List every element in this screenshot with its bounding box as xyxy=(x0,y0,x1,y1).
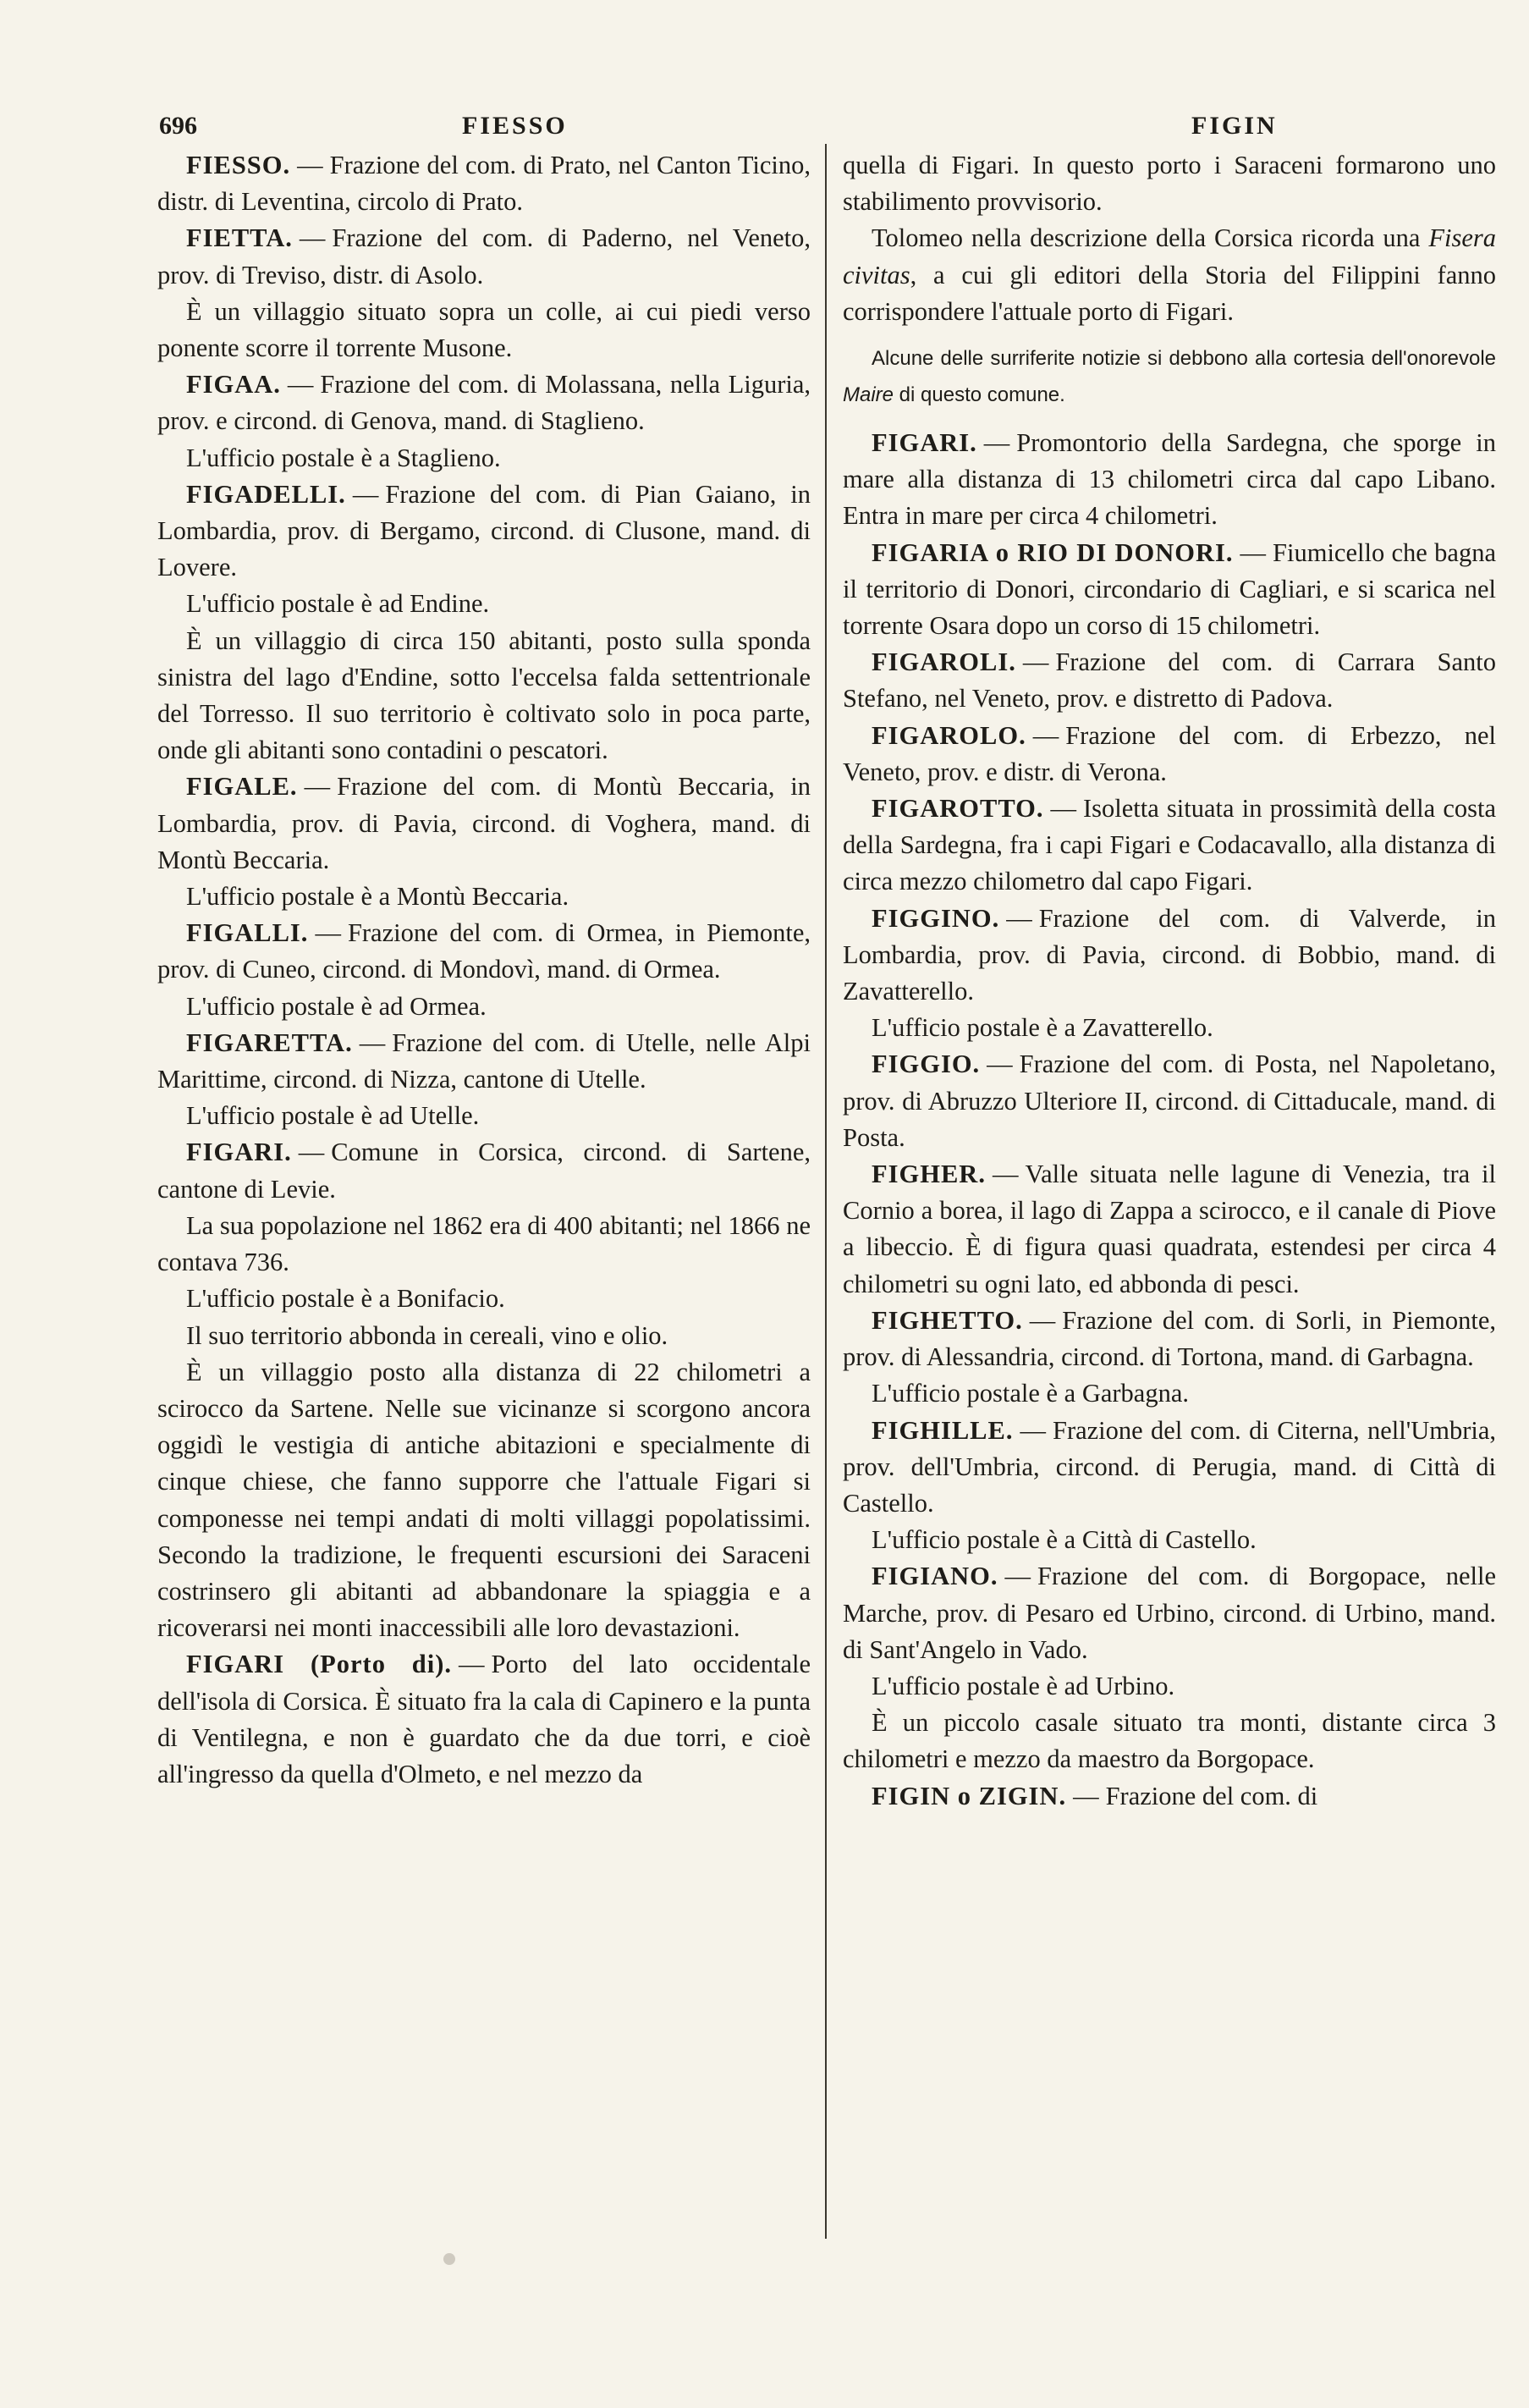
entry-paragraph xyxy=(157,989,811,1025)
dictionary-entry xyxy=(843,1156,1496,1303)
running-header xyxy=(159,112,1478,146)
entry-headword: FIGADELLI. xyxy=(186,479,346,509)
entry-text: Frazione del com. di Valverde, in Lombardia, prov. di Pavia, circond. di Bobbio, mand. di Zavatterello. xyxy=(843,903,1496,1006)
entry-paragraph xyxy=(157,623,811,769)
entry-text: Valle situata nelle lagune di Venezia, tra il Cornio a borea, il lago di Zappa a scirocco, e il canale di Piove a libeccio. È di figura quasi quadrata, estendesi per circa 4 chilometri su ogni lato, ed abbonda di pesci. xyxy=(843,1160,1496,1298)
entry-paragraph xyxy=(157,586,811,622)
entry-text: Fiumicello che bagna il territorio di Donori, circondario di Cagliari, e si scarica nel torrente Osara dopo un corso di 15 chilometri. xyxy=(843,537,1496,641)
entry-text: L'ufficio postale è a Zavatterello. xyxy=(872,1013,1213,1043)
entry-dash: — xyxy=(1073,1781,1099,1810)
entry-headword: FIGAROLI. xyxy=(872,647,1016,677)
entry-headword: FIGARI. xyxy=(186,1138,292,1167)
dictionary-entry xyxy=(843,1558,1496,1668)
dictionary-entry xyxy=(157,1646,811,1793)
entry-paragraph xyxy=(157,1098,811,1134)
entry-text: Isoletta situata in prossimità della costa della Sardegna, fra i capi Figari e Codacavallo, alla distanza di circa mezzo chilometro dal capo Figari. xyxy=(843,794,1496,896)
entry-paragraph xyxy=(157,1208,811,1281)
entry-paragraph xyxy=(157,294,811,366)
entry-dash: — xyxy=(315,918,341,948)
entry-text: Frazione del com. di Citerna, nell'Umbria, prov. dell'Umbria, circond. di Perugia, mand. di Città di Castello. xyxy=(843,1415,1496,1518)
entry-text: È un villaggio posto alla distanza di 22 chilometri a scirocco da Sartene. Nelle sue vicinanze si scorgono ancora oggidì le vestigia di antiche abitazioni e specialmente di cinque chiese, che fanno supporre che l'attuale Figari si componesse nei tempi andati di molti villaggi popolatissimi. Secondo la tradizione, le frequenti escursioni dei Saraceni costrinsero gli abitanti ad abbandonare la spiaggia e a ricoverarsi nei monti inaccessibili alle loro devastazioni. xyxy=(157,1357,811,1643)
entry-paragraph xyxy=(843,1668,1496,1705)
entry-dash: — xyxy=(304,772,331,802)
entry-headword: FIGARI (Porto di). xyxy=(186,1650,453,1679)
entry-headword: FIGALE. xyxy=(186,772,298,802)
entry-text: Frazione del com. di Pian Gaiano, in Lombardia, prov. di Bergamo, circond. di Clusone, mand. di Lovere. xyxy=(157,479,811,582)
entry-headword: FIGIANO. xyxy=(872,1562,998,1591)
entry-paragraph xyxy=(157,879,811,915)
dictionary-entry xyxy=(157,769,811,879)
entry-dash: — xyxy=(1006,903,1032,933)
entry-paragraph xyxy=(157,1281,811,1317)
entry-text: Promontorio della Sardegna, che sporge in mare alla distanza di 13 chilometri circa dal capo Libano. Entra in mare per circa 4 chilometri. xyxy=(843,428,1496,531)
entry-text: L'ufficio postale è ad Urbino. xyxy=(872,1671,1175,1700)
entry-headword: FIETTA. xyxy=(186,223,293,253)
entry-headword: FIGHER. xyxy=(872,1160,986,1189)
entry-text: Frazione del com. di Sorli, in Piemonte, prov. di Alessandria, circond. di Tortona, mand. di Garbagna. xyxy=(843,1305,1496,1372)
entry-text: Frazione del com. di Erbezzo, nel Veneto, prov. e distr. di Verona. xyxy=(843,720,1496,786)
dictionary-entry xyxy=(157,220,811,293)
dictionary-entry xyxy=(843,535,1496,645)
dictionary-entry xyxy=(843,1413,1496,1523)
column-divider xyxy=(825,144,827,2239)
entry-text: L'ufficio postale è a Staglieno. xyxy=(186,443,501,472)
entry-headword: FIGARETTA. xyxy=(186,1028,353,1057)
entry-headword: FIGIN o ZIGIN. xyxy=(872,1781,1067,1810)
dictionary-entry xyxy=(157,1025,811,1098)
entry-headword: FIGALLI. xyxy=(186,918,309,948)
entry-text: Frazione del com. di Utelle, nelle Alpi Marittime, circond. di Nizza, cantone di Utelle. xyxy=(157,1028,811,1094)
entry-text: È un villaggio situato sopra un colle, ai cui piedi verso ponente scorre il torrente Musone. xyxy=(157,296,811,363)
entry-headword: FIGHETTO. xyxy=(872,1305,1023,1335)
entry-text: Frazione del com. di Ormea, in Piemonte, prov. di Cuneo, circond. di Mondovì, mand. di Ormea. xyxy=(157,918,811,984)
entry-dash: — xyxy=(287,370,314,399)
entry-dash: — xyxy=(359,1028,386,1057)
entry-text: L'ufficio postale è ad Endine. xyxy=(186,589,490,619)
entry-text: Frazione del com. di Carrara Santo Stefano, nel Veneto, prov. e distretto di Padova. xyxy=(843,647,1496,714)
right-running-head: FIGIN xyxy=(1191,112,1278,140)
left-column xyxy=(157,147,811,1793)
entry-dash: — xyxy=(297,151,323,179)
entry-dash: — xyxy=(459,1650,485,1679)
dictionary-entry xyxy=(157,915,811,988)
entry-dash: — xyxy=(299,223,326,253)
entry-text: , a cui gli editori della Storia del Filippini fanno corrispondere l'attuale porto di Figari. xyxy=(843,260,1496,326)
entry-headword: FIESSO. xyxy=(186,151,291,179)
entry-dash: — xyxy=(983,428,1010,458)
entry-paragraph xyxy=(843,1705,1496,1777)
entry-italic: Fisera civitas xyxy=(843,223,1496,289)
entry-dash: — xyxy=(1022,647,1049,677)
entry-paragraph xyxy=(157,1318,811,1354)
entry-text: È un piccolo casale situato tra monti, distante circa 3 chilometri e mezzo da maestro da Borgopace. xyxy=(843,1708,1496,1774)
entry-headword: FIGAROLO. xyxy=(872,720,1026,750)
entry-dash: — xyxy=(1020,1415,1046,1445)
dictionary-entry xyxy=(157,477,811,587)
entry-text: Frazione del com. di Borgopace, nelle Marche, prov. di Pesaro ed Urbino, circond. di Urbino, mand. di Sant'Angelo in Vado. xyxy=(843,1562,1496,1664)
entry-text: Frazione del com. di Montù Beccaria, in Lombardia, prov. di Pavia, circond. di Voghera, mand. di Montù Beccaria. xyxy=(157,772,811,874)
entry-dash: — xyxy=(1050,794,1076,824)
entry-dash: — xyxy=(298,1138,325,1167)
entry-dash: — xyxy=(987,1050,1013,1079)
note-text: Alcune delle surriferite notizie si debbono alla cortesia dell'onorevole xyxy=(872,347,1496,371)
dictionary-entry xyxy=(843,1778,1496,1815)
dictionary-entry xyxy=(843,901,1496,1011)
entry-paragraph xyxy=(843,220,1496,330)
entry-paragraph xyxy=(843,1522,1496,1558)
entry-text: L'ufficio postale è ad Ormea. xyxy=(186,991,487,1021)
note-text: di questo comune. xyxy=(894,383,1065,407)
entry-headword: FIGHILLE. xyxy=(872,1415,1014,1445)
entry-text: Il suo territorio abbonda in cereali, vino e olio. xyxy=(186,1320,668,1350)
entry-text: Frazione del com. di Paderno, nel Veneto, prov. di Treviso, distr. di Asolo. xyxy=(157,223,811,289)
entry-headword: FIGARI. xyxy=(872,428,977,458)
entry-headword: FIGGINO. xyxy=(872,903,1000,933)
entry-dash: — xyxy=(1240,537,1267,567)
entry-headword: FIGGIO. xyxy=(872,1050,981,1079)
entry-headword: FIGAROTTO. xyxy=(872,794,1044,824)
note-italic: Maire xyxy=(843,383,894,407)
entry-dash: — xyxy=(352,479,379,509)
entry-text: Comune in Corsica, circond. di Sartene, cantone di Levie. xyxy=(157,1138,811,1204)
entry-dash: — xyxy=(1004,1562,1031,1591)
paper-speck xyxy=(443,2253,455,2265)
entry-text: Frazione del com. di Molassana, nella Liguria, prov. e circond. di Genova, mand. di Staglieno. xyxy=(157,370,811,436)
entry-paragraph xyxy=(843,1010,1496,1046)
dictionary-entry xyxy=(843,425,1496,535)
entry-text: È un villaggio di circa 150 abitanti, posto sulla sponda sinistra del lago d'Endine, sotto l'eccelsa falda settentrionale del Torresso. Il suo territorio è coltivato solo in poca parte, onde gli abitanti sono contadini o pescatori. xyxy=(157,625,811,765)
dictionary-entry xyxy=(843,1046,1496,1156)
dictionary-entry xyxy=(843,718,1496,791)
acknowledgement-note xyxy=(843,340,1496,413)
right-column xyxy=(843,147,1496,1815)
dictionary-entry xyxy=(843,1303,1496,1375)
entry-dash: — xyxy=(1032,720,1059,750)
entry-text: La sua popolazione nel 1862 era di 400 abitanti; nel 1866 ne contava 736. xyxy=(157,1210,811,1277)
entry-text: Frazione del com. di Prato, nel Canton Ticino, distr. di Leventina, circolo di Prato. xyxy=(157,151,811,217)
entry-text: L'ufficio postale è a Garbagna. xyxy=(872,1379,1190,1408)
entry-text: quella di Figari. In questo porto i Saraceni formarono uno stabilimento provvisorio. xyxy=(843,151,1496,217)
entry-text: L'ufficio postale è a Montù Beccaria. xyxy=(186,882,569,912)
entry-text: Frazione del com. di Posta, nel Napoletano, prov. di Abruzzo Ulteriore II, circond. di Cittaducale, mand. di Posta. xyxy=(843,1050,1496,1152)
entry-paragraph xyxy=(157,1354,811,1647)
dictionary-entry xyxy=(157,366,811,439)
entry-text: L'ufficio postale è ad Utelle. xyxy=(186,1101,480,1131)
page-number: 696 xyxy=(159,112,197,140)
entry-paragraph xyxy=(843,147,1496,220)
entry-paragraph xyxy=(843,1375,1496,1412)
dictionary-entry xyxy=(157,147,811,220)
entry-dash: — xyxy=(1029,1305,1056,1335)
entry-text: L'ufficio postale è a Bonifacio. xyxy=(186,1284,505,1314)
entry-headword: FIGAA. xyxy=(186,370,281,399)
dictionary-entry xyxy=(843,791,1496,901)
entry-text: Porto del lato occidentale dell'isola di Corsica. È situato fra la cala di Capinero e la punta di Ventilegna, e non è guardato che da due torri, e cioè all'ingresso da quella d'Olmeto, e nel mezzo da xyxy=(157,1650,811,1788)
dictionary-entry xyxy=(157,1134,811,1207)
entry-text: L'ufficio postale è a Città di Castello. xyxy=(872,1525,1257,1555)
entry-dash: — xyxy=(992,1160,1019,1189)
left-running-head: FIESSO xyxy=(462,112,568,140)
entry-paragraph xyxy=(157,440,811,477)
entry-headword: FIGARIA o RIO DI DONORI. xyxy=(872,537,1234,567)
entry-text: Tolomeo nella descrizione della Corsica ricorda una xyxy=(872,223,1429,253)
dictionary-entry xyxy=(843,644,1496,717)
entry-text: Frazione del com. di xyxy=(1105,1781,1318,1810)
